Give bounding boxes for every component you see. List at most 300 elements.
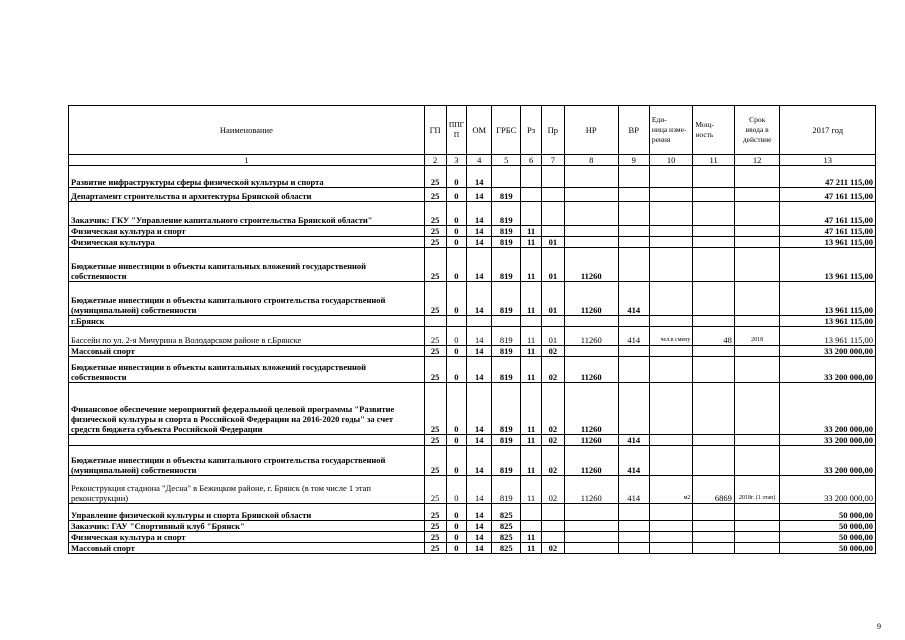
cell-grbs: [492, 166, 521, 188]
col-term-label-3: действие: [742, 135, 772, 144]
cell-amount: 33 200 000,00: [780, 357, 876, 383]
cell-gp: 25: [424, 476, 446, 504]
cell-term: [734, 446, 780, 476]
cell-unit: [649, 248, 693, 282]
cell-power: 6869: [693, 476, 734, 504]
cell-om: 14: [467, 521, 492, 532]
cell-power: [693, 346, 734, 357]
cell-om: 14: [467, 248, 492, 282]
cell-unit: м2: [649, 476, 693, 504]
col-name-header: [69, 106, 425, 155]
col-year-header: [780, 106, 876, 155]
cell-pr: [541, 226, 564, 237]
cell-vr: 414: [618, 327, 649, 346]
cell-unit: [649, 446, 693, 476]
cell-term: 2018: [734, 327, 780, 346]
cell-grbs: 825: [492, 504, 521, 521]
column-number-cell: 6: [521, 155, 542, 166]
cell-ppgp: 0: [446, 166, 467, 188]
cell-pr: 02: [541, 357, 564, 383]
cell-power: [693, 237, 734, 248]
cell-ppgp: 0: [446, 282, 467, 316]
column-number-cell: 10: [649, 155, 693, 166]
cell-nr: 11260: [564, 357, 618, 383]
cell-power: [693, 521, 734, 532]
cell-nr: [564, 532, 618, 543]
cell-pr: 02: [541, 435, 564, 446]
cell-amount: 33 200 000,00: [780, 446, 876, 476]
cell-ppgp: 0: [446, 202, 467, 226]
cell-amount: 47 161 115,00: [780, 226, 876, 237]
cell-gp: 25: [424, 188, 446, 202]
cell-nr: [564, 188, 618, 202]
table-row: [69, 357, 876, 383]
col-ppgp-label-2: П: [453, 130, 460, 139]
cell-pr: 02: [541, 383, 564, 435]
cell-unit: [649, 435, 693, 446]
cell-power: [693, 166, 734, 188]
col-ppgp-label-1: ППГ: [448, 120, 465, 129]
cell-vr: 414: [618, 282, 649, 316]
column-number-cell: 13: [780, 155, 876, 166]
column-number-cell: 4: [467, 155, 492, 166]
cell-gp: [424, 316, 446, 327]
cell-gp: 25: [424, 166, 446, 188]
cell-gp: 25: [424, 521, 446, 532]
cell-rz: 11: [521, 532, 542, 543]
cell-ppgp: 0: [446, 237, 467, 248]
cell-name: Заказчик: ГАУ "Спортивный клуб "Брянск": [69, 521, 425, 532]
cell-vr: [618, 346, 649, 357]
table-row: [69, 383, 876, 435]
column-number-cell: 5: [492, 155, 521, 166]
cell-rz: 11: [521, 357, 542, 383]
cell-vr: [618, 316, 649, 327]
cell-grbs: 819: [492, 346, 521, 357]
col-om-label: ОМ: [472, 125, 487, 135]
table-row: [69, 504, 876, 521]
cell-rz: [521, 521, 542, 532]
cell-om: 14: [467, 202, 492, 226]
col-vr-label: ВР: [628, 125, 639, 135]
cell-amount: 50 000,00: [780, 521, 876, 532]
col-unit-label-3: рения: [651, 135, 671, 144]
cell-ppgp: 0: [446, 346, 467, 357]
cell-amount: 50 000,00: [780, 532, 876, 543]
cell-rz: [521, 504, 542, 521]
cell-ppgp: 0: [446, 521, 467, 532]
cell-power: [693, 357, 734, 383]
cell-om: 14: [467, 327, 492, 346]
cell-power: [693, 202, 734, 226]
cell-name: Бюджетные инвестиции в объекты капитальных вложений государственной собственности: [69, 357, 425, 383]
cell-grbs: 819: [492, 357, 521, 383]
budget-table: [68, 105, 876, 554]
cell-term: [734, 435, 780, 446]
cell-gp: 25: [424, 383, 446, 435]
cell-om: 14: [467, 226, 492, 237]
cell-ppgp: 0: [446, 226, 467, 237]
cell-pr: 02: [541, 446, 564, 476]
cell-term: [734, 202, 780, 226]
cell-gp: 25: [424, 504, 446, 521]
cell-pr: [541, 532, 564, 543]
col-unit-label-1: Еди-: [651, 115, 667, 124]
header-row: [69, 106, 876, 155]
cell-rz: 11: [521, 282, 542, 316]
cell-term: 2018г. (1 этап): [734, 476, 780, 504]
cell-nr: 11260: [564, 383, 618, 435]
cell-om: [467, 316, 492, 327]
cell-unit: [649, 226, 693, 237]
cell-term: [734, 521, 780, 532]
table-row: [69, 346, 876, 357]
table-row: [69, 202, 876, 226]
col-unit-header: [649, 106, 693, 155]
cell-unit: [649, 188, 693, 202]
cell-gp: 25: [424, 202, 446, 226]
cell-rz: [521, 166, 542, 188]
cell-vr: [618, 543, 649, 554]
table-body: [69, 166, 876, 554]
cell-term: [734, 282, 780, 316]
cell-name: Развитие инфраструктуры сферы физической культуры и спорта: [69, 166, 425, 188]
col-vr-header: [618, 106, 649, 155]
table-row: [69, 543, 876, 554]
cell-nr: [564, 316, 618, 327]
cell-rz: 11: [521, 327, 542, 346]
cell-name: Департамент строительства и архитектуры Брянской области: [69, 188, 425, 202]
cell-unit: [649, 316, 693, 327]
col-power-label-1: Мощ-: [695, 120, 714, 129]
cell-vr: [618, 166, 649, 188]
cell-vr: [618, 248, 649, 282]
cell-name: Бюджетные инвестиции в объекты капитального строительства государственной (муниципальной) собственности: [69, 282, 425, 316]
cell-amount: 33 200 000,00: [780, 435, 876, 446]
cell-pr: [541, 202, 564, 226]
cell-amount: 13 961 115,00: [780, 316, 876, 327]
cell-unit: чел.в смену: [649, 327, 693, 346]
cell-amount: 47 211 115,00: [780, 166, 876, 188]
cell-ppgp: [446, 316, 467, 327]
cell-rz: 11: [521, 435, 542, 446]
cell-nr: 11260: [564, 248, 618, 282]
cell-pr: 02: [541, 543, 564, 554]
cell-rz: [521, 316, 542, 327]
table-row: [69, 327, 876, 346]
cell-om: 14: [467, 435, 492, 446]
cell-name: Массовый спорт: [69, 543, 425, 554]
column-number-cell: 12: [734, 155, 780, 166]
cell-gp: 25: [424, 346, 446, 357]
cell-rz: 11: [521, 383, 542, 435]
cell-gp: 25: [424, 226, 446, 237]
cell-vr: [618, 202, 649, 226]
col-rz-label: Рз: [527, 125, 536, 135]
cell-ppgp: 0: [446, 446, 467, 476]
cell-grbs: 819: [492, 202, 521, 226]
cell-term: [734, 226, 780, 237]
cell-name: Бассейн по ул. 2-я Мичурина в Володарском районе в г.Брянске: [69, 327, 425, 346]
col-term-label-1: Срок: [749, 115, 766, 124]
table-row: [69, 237, 876, 248]
cell-grbs: [492, 316, 521, 327]
cell-om: 14: [467, 532, 492, 543]
cell-term: [734, 532, 780, 543]
cell-power: 48: [693, 327, 734, 346]
cell-grbs: 825: [492, 532, 521, 543]
column-number-cell: 11: [693, 155, 734, 166]
cell-name: Управление физической культуры и спорта Брянской области: [69, 504, 425, 521]
cell-ppgp: 0: [446, 357, 467, 383]
cell-om: 14: [467, 446, 492, 476]
table-row: [69, 188, 876, 202]
cell-om: 14: [467, 357, 492, 383]
col-nr-header: [564, 106, 618, 155]
cell-nr: [564, 521, 618, 532]
cell-om: 14: [467, 282, 492, 316]
cell-name: Физическая культура и спорт: [69, 226, 425, 237]
col-gp-header: [424, 106, 446, 155]
cell-name: Заказчик: ГКУ "Управление капитального строительства Брянской области": [69, 202, 425, 226]
cell-pr: 02: [541, 346, 564, 357]
cell-grbs: 819: [492, 435, 521, 446]
cell-pr: [541, 316, 564, 327]
col-rz-header: [521, 106, 542, 155]
cell-amount: 50 000,00: [780, 543, 876, 554]
cell-amount: 13 961 115,00: [780, 327, 876, 346]
cell-ppgp: 0: [446, 504, 467, 521]
column-number-cell: 8: [564, 155, 618, 166]
cell-rz: 11: [521, 346, 542, 357]
col-power-header: [693, 106, 734, 155]
cell-term: [734, 383, 780, 435]
col-grbs-header: [492, 106, 521, 155]
cell-vr: 414: [618, 476, 649, 504]
column-number-cell: 1: [69, 155, 425, 166]
cell-nr: [564, 226, 618, 237]
cell-om: 14: [467, 188, 492, 202]
cell-pr: 01: [541, 327, 564, 346]
cell-rz: 11: [521, 237, 542, 248]
col-name-label: Наименование: [219, 125, 273, 135]
col-pr-label: Пр: [547, 125, 559, 135]
cell-pr: [541, 504, 564, 521]
cell-gp: 25: [424, 543, 446, 554]
col-nr-label: НР: [585, 125, 597, 135]
cell-nr: [564, 543, 618, 554]
cell-vr: [618, 521, 649, 532]
cell-name: Физическая культура и спорт: [69, 532, 425, 543]
cell-ppgp: 0: [446, 435, 467, 446]
cell-unit: [649, 202, 693, 226]
col-term-label-2: ввода в: [745, 125, 769, 134]
cell-unit: [649, 357, 693, 383]
table-row: [69, 521, 876, 532]
cell-ppgp: 0: [446, 543, 467, 554]
col-unit-label-2: ница изме-: [651, 125, 687, 134]
cell-nr: [564, 202, 618, 226]
cell-grbs: 819: [492, 476, 521, 504]
cell-gp: 25: [424, 446, 446, 476]
cell-power: [693, 188, 734, 202]
cell-ppgp: 0: [446, 476, 467, 504]
cell-om: 14: [467, 166, 492, 188]
cell-power: [693, 282, 734, 316]
cell-ppgp: 0: [446, 248, 467, 282]
cell-ppgp: 0: [446, 188, 467, 202]
cell-term: [734, 188, 780, 202]
cell-grbs: 819: [492, 446, 521, 476]
cell-ppgp: 0: [446, 327, 467, 346]
cell-om: 14: [467, 543, 492, 554]
cell-rz: 11: [521, 446, 542, 476]
cell-vr: 414: [618, 446, 649, 476]
cell-term: [734, 357, 780, 383]
cell-unit: [649, 543, 693, 554]
column-number-cell: 7: [541, 155, 564, 166]
cell-nr: 11260: [564, 327, 618, 346]
cell-term: [734, 346, 780, 357]
cell-gp: 25: [424, 357, 446, 383]
cell-power: [693, 435, 734, 446]
col-term-header: [734, 106, 780, 155]
table-row: [69, 226, 876, 237]
cell-grbs: 819: [492, 237, 521, 248]
cell-name: Бюджетные инвестиции в объекты капитального строительства государственной (муниципальной) собственности: [69, 446, 425, 476]
cell-vr: [618, 357, 649, 383]
cell-pr: 01: [541, 248, 564, 282]
cell-amount: 33 200 000,00: [780, 383, 876, 435]
cell-rz: 11: [521, 543, 542, 554]
col-grbs-label: ГРБС: [496, 125, 517, 135]
table-row: [69, 446, 876, 476]
cell-rz: 11: [521, 248, 542, 282]
col-pr-header: [541, 106, 564, 155]
col-om-header: [467, 106, 492, 155]
cell-rz: [521, 188, 542, 202]
cell-om: 14: [467, 383, 492, 435]
cell-unit: [649, 521, 693, 532]
cell-rz: [521, 202, 542, 226]
cell-grbs: 825: [492, 521, 521, 532]
cell-name: [69, 435, 425, 446]
table-row: [69, 476, 876, 504]
cell-grbs: 819: [492, 327, 521, 346]
cell-nr: 11260: [564, 435, 618, 446]
cell-term: [734, 237, 780, 248]
cell-nr: 11260: [564, 282, 618, 316]
cell-power: [693, 532, 734, 543]
col-power-label-2: ность: [695, 130, 714, 139]
cell-amount: 13 961 115,00: [780, 282, 876, 316]
cell-pr: 01: [541, 282, 564, 316]
cell-om: 14: [467, 476, 492, 504]
cell-power: [693, 248, 734, 282]
table-row: [69, 166, 876, 188]
page-number: 9: [877, 622, 881, 631]
cell-vr: [618, 237, 649, 248]
cell-name: Бюджетные инвестиции в объекты капитальных вложений государственной собственности: [69, 248, 425, 282]
col-gp-label: ГП: [429, 125, 441, 135]
column-number-cell: 2: [424, 155, 446, 166]
cell-unit: [649, 383, 693, 435]
cell-term: [734, 166, 780, 188]
cell-gp: 25: [424, 237, 446, 248]
cell-gp: 25: [424, 327, 446, 346]
cell-name: Финансовое обеспечение мероприятий федеральной целевой программы "Развитие физической культуры и спорта в Российской Федерации на 2016-2020 годы" за счет средств бюджета субъекта Российской Федерации: [69, 383, 425, 435]
table-row: [69, 248, 876, 282]
cell-power: [693, 446, 734, 476]
cell-power: [693, 226, 734, 237]
column-number-cell: 9: [618, 155, 649, 166]
cell-om: 14: [467, 346, 492, 357]
cell-name: Реконструкция стадиона "Десна" в Бежицком районе, г. Брянск (в том числе 1 этап реконструкции): [69, 476, 425, 504]
cell-pr: 01: [541, 237, 564, 248]
cell-om: 14: [467, 237, 492, 248]
cell-vr: 414: [618, 435, 649, 446]
column-number-cell: 3: [446, 155, 467, 166]
cell-pr: [541, 188, 564, 202]
cell-nr: 11260: [564, 446, 618, 476]
cell-pr: [541, 166, 564, 188]
cell-rz: 11: [521, 476, 542, 504]
cell-grbs: 819: [492, 282, 521, 316]
col-ppgp-header: [446, 106, 467, 155]
cell-power: [693, 543, 734, 554]
cell-gp: 25: [424, 435, 446, 446]
cell-ppgp: 0: [446, 383, 467, 435]
cell-name: г.Брянск: [69, 316, 425, 327]
cell-grbs: 819: [492, 188, 521, 202]
col-year-label: 2017 год: [812, 125, 844, 135]
cell-amount: 50 000,00: [780, 504, 876, 521]
cell-unit: [649, 346, 693, 357]
cell-nr: [564, 237, 618, 248]
cell-gp: 25: [424, 248, 446, 282]
cell-nr: [564, 166, 618, 188]
cell-term: [734, 248, 780, 282]
cell-name: Физическая культура: [69, 237, 425, 248]
cell-unit: [649, 237, 693, 248]
cell-pr: 02: [541, 476, 564, 504]
cell-vr: [618, 226, 649, 237]
cell-nr: 11260: [564, 476, 618, 504]
cell-name: Массовый спорт: [69, 346, 425, 357]
cell-term: [734, 504, 780, 521]
cell-amount: 47 161 115,00: [780, 202, 876, 226]
cell-vr: [618, 188, 649, 202]
cell-term: [734, 543, 780, 554]
cell-nr: [564, 346, 618, 357]
cell-grbs: 819: [492, 226, 521, 237]
cell-amount: 13 961 115,00: [780, 237, 876, 248]
cell-grbs: 825: [492, 543, 521, 554]
cell-nr: [564, 504, 618, 521]
cell-amount: 47 161 115,00: [780, 188, 876, 202]
cell-gp: 25: [424, 282, 446, 316]
table-row: [69, 316, 876, 327]
column-numbers-row: [69, 155, 876, 166]
cell-amount: 33 200 000,00: [780, 346, 876, 357]
cell-gp: 25: [424, 532, 446, 543]
cell-unit: [649, 504, 693, 521]
cell-vr: [618, 383, 649, 435]
cell-power: [693, 383, 734, 435]
cell-term: [734, 316, 780, 327]
table-row: [69, 282, 876, 316]
cell-amount: 33 200 000,00: [780, 476, 876, 504]
